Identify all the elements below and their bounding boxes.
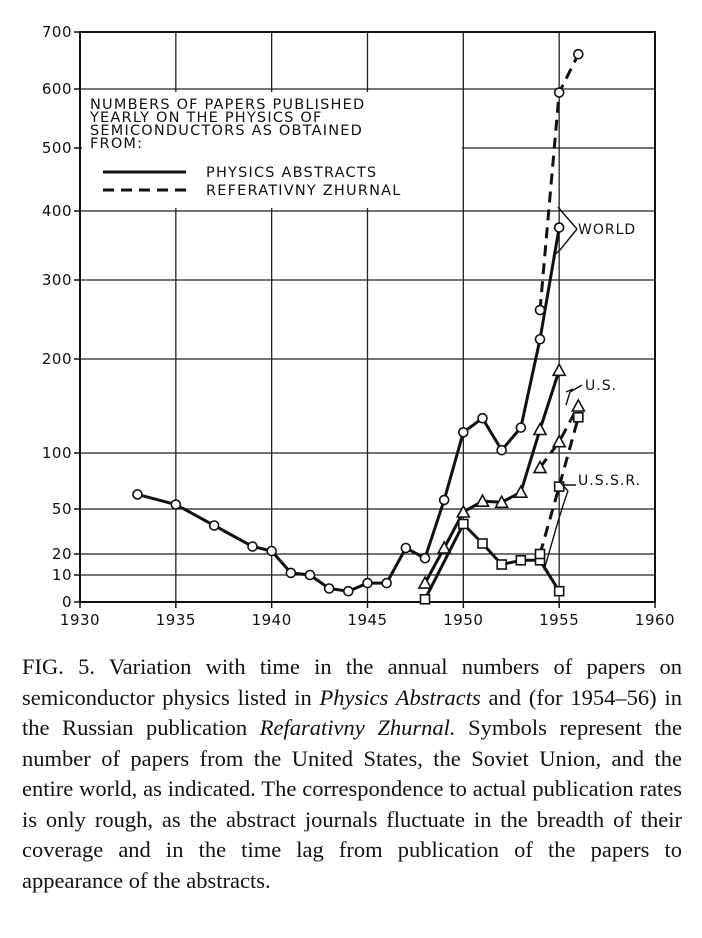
data-point-circle	[536, 306, 545, 315]
legend-title-line: FROM:	[90, 136, 144, 152]
callout-label: U.S.S.R.	[578, 473, 642, 489]
x-tick-label: 1940	[251, 611, 292, 629]
data-point-square	[555, 587, 564, 596]
y-tick-label: 50	[51, 500, 72, 518]
data-point-triangle	[534, 424, 546, 435]
x-tick-label: 1950	[443, 611, 484, 629]
data-point-square	[497, 560, 506, 569]
data-point-square	[536, 550, 545, 559]
legend-title-line: NUMBERS OF PAPERS PUBLISHED	[90, 97, 366, 113]
data-point-circle	[516, 423, 525, 432]
y-tick-label: 10	[51, 566, 72, 584]
data-point-circle	[210, 521, 219, 530]
x-tick-label: 1955	[539, 611, 580, 629]
data-point-square	[555, 482, 564, 491]
data-point-circle	[555, 223, 564, 232]
data-point-circle	[382, 579, 391, 588]
y-tick-label: 400	[41, 202, 72, 220]
callout-arrow	[544, 482, 576, 570]
data-point-triangle	[553, 364, 565, 375]
x-tick-label: 1935	[155, 611, 196, 629]
figure-caption	[22, 652, 682, 896]
caption-text: and (for 1954–56) in the Russian publication	[22, 684, 683, 740]
data-point-square	[421, 595, 430, 604]
data-point-circle	[440, 496, 449, 505]
data-point-circle	[401, 544, 410, 553]
series-line	[138, 228, 560, 592]
data-point-square	[516, 556, 525, 565]
callout-label: WORLD	[578, 222, 637, 238]
y-tick-label: 20	[51, 545, 72, 563]
data-point-circle	[536, 335, 545, 344]
data-point-square	[574, 413, 583, 422]
data-point-circle	[286, 568, 295, 577]
data-point-square	[459, 520, 468, 529]
x-tick-label: 1960	[634, 611, 676, 629]
data-point-circle	[267, 547, 276, 556]
data-point-triangle	[572, 400, 584, 411]
legend-title-line: YEARLY ON THE PHYSICS OF	[90, 110, 323, 126]
y-tick-label: 500	[41, 139, 72, 157]
legend-entry-label: PHYSICS ABSTRACTS	[206, 165, 378, 181]
data-point-circle	[306, 571, 315, 580]
data-point-circle	[555, 88, 564, 97]
data-point-circle	[133, 490, 142, 499]
y-tick-label: 300	[41, 271, 72, 289]
data-point-circle	[171, 500, 180, 509]
data-point-triangle	[553, 436, 565, 447]
caption-label: FIG. 5.	[22, 654, 96, 679]
caption-italic-text: Physics Abstracts	[319, 684, 481, 710]
callout-label: U.S.	[585, 378, 618, 394]
data-point-circle	[325, 584, 334, 593]
data-point-circle	[497, 446, 506, 455]
y-tick-label: 600	[41, 80, 72, 98]
legend-title-line: SEMICONDUCTORS AS OBTAINED	[90, 123, 363, 139]
series-world-physics-abstracts	[133, 223, 564, 596]
chart-legend	[82, 92, 462, 208]
data-point-circle	[363, 579, 372, 588]
legend-entry-label: REFERATIVNY ZHURNAL	[206, 183, 402, 199]
x-tick-label: 1945	[347, 611, 388, 629]
caption-text: Variation with time in the annual numbers of papers on semiconductor physics listed in	[22, 654, 682, 710]
y-tick-label: 200	[41, 350, 72, 368]
data-point-triangle	[515, 486, 527, 497]
data-point-triangle	[419, 577, 431, 588]
data-point-circle	[478, 414, 487, 423]
data-point-circle	[421, 554, 430, 563]
series-u-s-s-r-physics-abstracts	[421, 520, 564, 604]
data-point-circle	[574, 50, 583, 59]
y-tick-label: 0	[61, 593, 72, 611]
data-point-circle	[248, 542, 257, 551]
data-point-circle	[344, 587, 353, 596]
data-point-square	[478, 539, 487, 548]
x-tick-label: 1930	[59, 611, 101, 629]
data-point-triangle	[457, 506, 469, 517]
y-tick-label: 100	[41, 444, 72, 462]
caption-italic-text: Refarativny Zhurnal.	[259, 715, 456, 740]
data-point-circle	[459, 428, 468, 437]
y-tick-label: 700	[41, 23, 72, 41]
caption-text: Symbols represent the number of papers from the United States, the Soviet Union, and the entire world, as indicated. The correspondence to actual publication rates is only rough, as the abstract journals fluctuate in the breadth of their coverage and in the time lag from publication of the papers to appearance of the abstracts.	[22, 715, 683, 893]
